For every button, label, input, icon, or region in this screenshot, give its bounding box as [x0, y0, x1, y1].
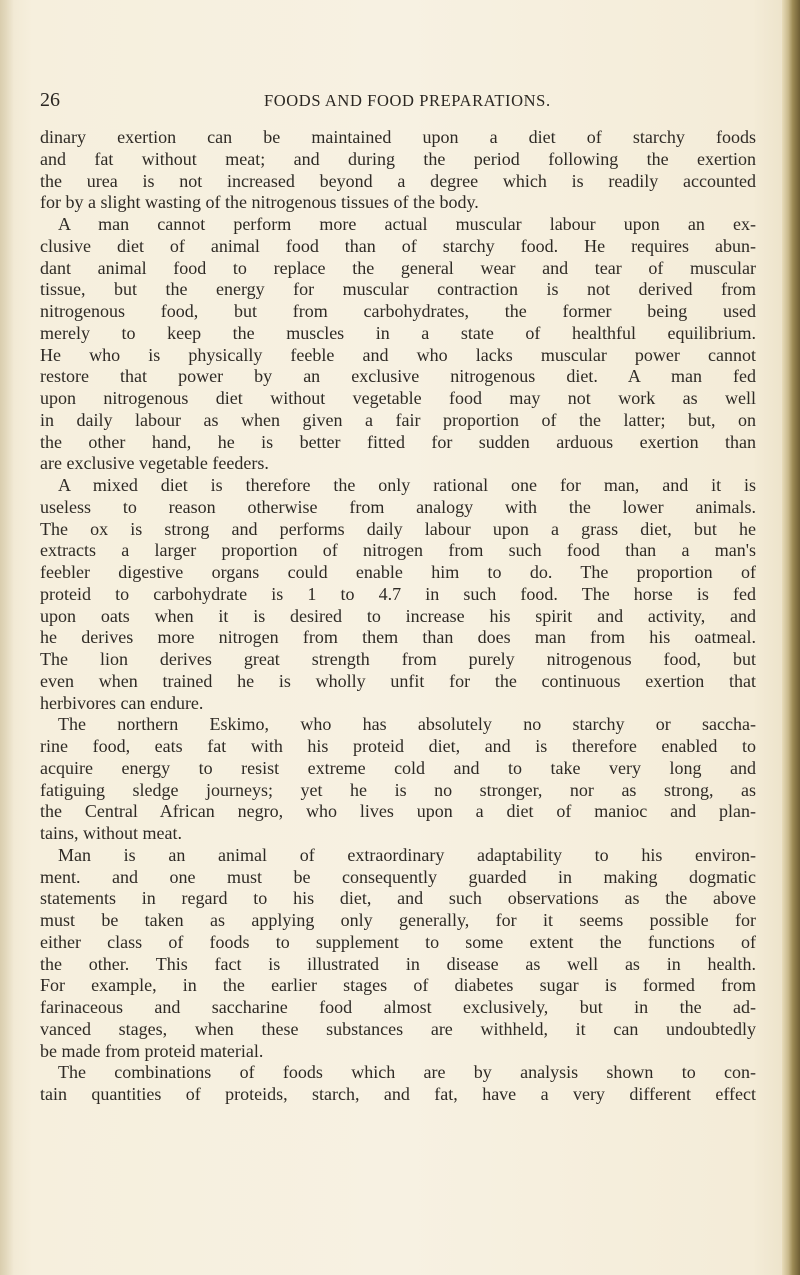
text-line: either class of foods to supplement to some extent the functions of: [40, 931, 756, 952]
page-edge: [782, 0, 800, 1275]
text-line: For example, in the earlier stages of diabetes sugar is formed from: [40, 975, 756, 996]
text-line: statements in regard to his diet, and such observations as the above: [40, 888, 756, 909]
running-head: FOODS AND FOOD PREPARATIONS.: [264, 91, 551, 110]
text-line: A man cannot perform more actual muscular labour upon an ex-: [58, 214, 756, 234]
text-line: dinary exertion can be maintained upon a diet of starchy foods: [40, 127, 756, 147]
body-text: [40, 127, 756, 1106]
page-header: [40, 87, 596, 115]
text-line: A mixed diet is therefore the only rational one for man, and it is: [58, 475, 756, 495]
text-line: and fat without meat; and during the period following the exertion: [40, 148, 756, 169]
text-line: The ox is strong and performs daily labour upon a grass diet, but he: [40, 518, 756, 539]
text-line: for by a slight wasting of the nitrogenous tissues of the body.: [40, 192, 479, 213]
text-line: in daily labour as when given a fair proportion of the latter; but, on: [40, 409, 756, 430]
text-line: The combinations of foods which are by analysis shown to con-: [58, 1062, 756, 1083]
text-line: The lion derives great strength from purely nitrogenous food, but: [40, 649, 756, 669]
text-line: tains, without meat.: [40, 823, 182, 843]
text-line: dant animal food to replace the general wear and tear of muscular: [40, 257, 756, 278]
text-line: he derives more nitrogen from them than does man from his oatmeal.: [40, 627, 756, 648]
text-line: fatiguing sledge journeys; yet he is no stronger, nor as strong, as: [40, 779, 756, 800]
text-line: He who is physically feeble and who lacks muscular power cannot: [40, 344, 756, 365]
text-line: the Central African negro, who lives upon a diet of manioc and plan-: [40, 801, 756, 822]
text-line: tain quantities of proteids, starch, and fat, have a very different effect: [40, 1084, 756, 1104]
text-line: nitrogenous food, but from carbohydrates, the former being used: [40, 301, 756, 321]
text-line: rine food, eats fat with his proteid diet, and is therefore enabled to: [40, 736, 756, 756]
text-line: The northern Eskimo, who has absolutely no starchy or saccha-: [58, 714, 756, 735]
text-line: clusive diet of animal food than of starchy food. He requires abun-: [40, 235, 756, 256]
text-line: the other hand, he is better fitted for sudden arduous exertion than: [40, 431, 756, 452]
text-line: acquire energy to resist extreme cold and to take very long and: [40, 757, 756, 778]
text-line: useless to reason otherwise from analogy with the lower animals.: [40, 496, 756, 517]
text-line: upon oats when it is desired to increase his spirit and activity, and: [40, 605, 756, 626]
text-line: vanced stages, when these substances are withheld, it can undoubtedly: [40, 1018, 756, 1039]
text-line: proteid to carbohydrate is 1 to 4.7 in such food. The horse is fed: [40, 583, 756, 604]
text-line: herbivores can endure.: [40, 692, 204, 713]
text-line: the other. This fact is illustrated in disease as well as in health.: [40, 953, 756, 974]
text-line: farinaceous and saccharine food almost exclusively, but in the ad-: [40, 997, 756, 1017]
text-line: must be taken as applying only generally, for it seems possible for: [40, 910, 756, 930]
text-line: are exclusive vegetable feeders.: [40, 453, 269, 474]
text-line: tissue, but the energy for muscular contraction is not derived from: [40, 279, 756, 300]
text-line: even when trained he is wholly unfit for the continuous exertion that: [40, 670, 756, 691]
gutter-shadow: [0, 0, 14, 1275]
text-line: feebler digestive organs could enable him to do. The proportion of: [40, 562, 756, 582]
text-line: Man is an animal of extraordinary adaptability to his environ-: [58, 844, 756, 865]
page-number: 26: [40, 89, 60, 111]
text-line: upon nitrogenous diet without vegetable food may not work as well: [40, 388, 756, 408]
text-line: ment. and one must be consequently guarded in making dogmatic: [40, 866, 756, 887]
text-line: extracts a larger proportion of nitrogen from such food than a man's: [40, 540, 756, 561]
text-line: the urea is not increased beyond a degree which is readily accounted: [40, 170, 756, 191]
text-line: restore that power by an exclusive nitrogenous diet. A man fed: [40, 366, 756, 387]
text-line: merely to keep the muscles in a state of healthful equilibrium.: [40, 322, 756, 343]
text-line: be made from proteid material.: [40, 1040, 264, 1061]
